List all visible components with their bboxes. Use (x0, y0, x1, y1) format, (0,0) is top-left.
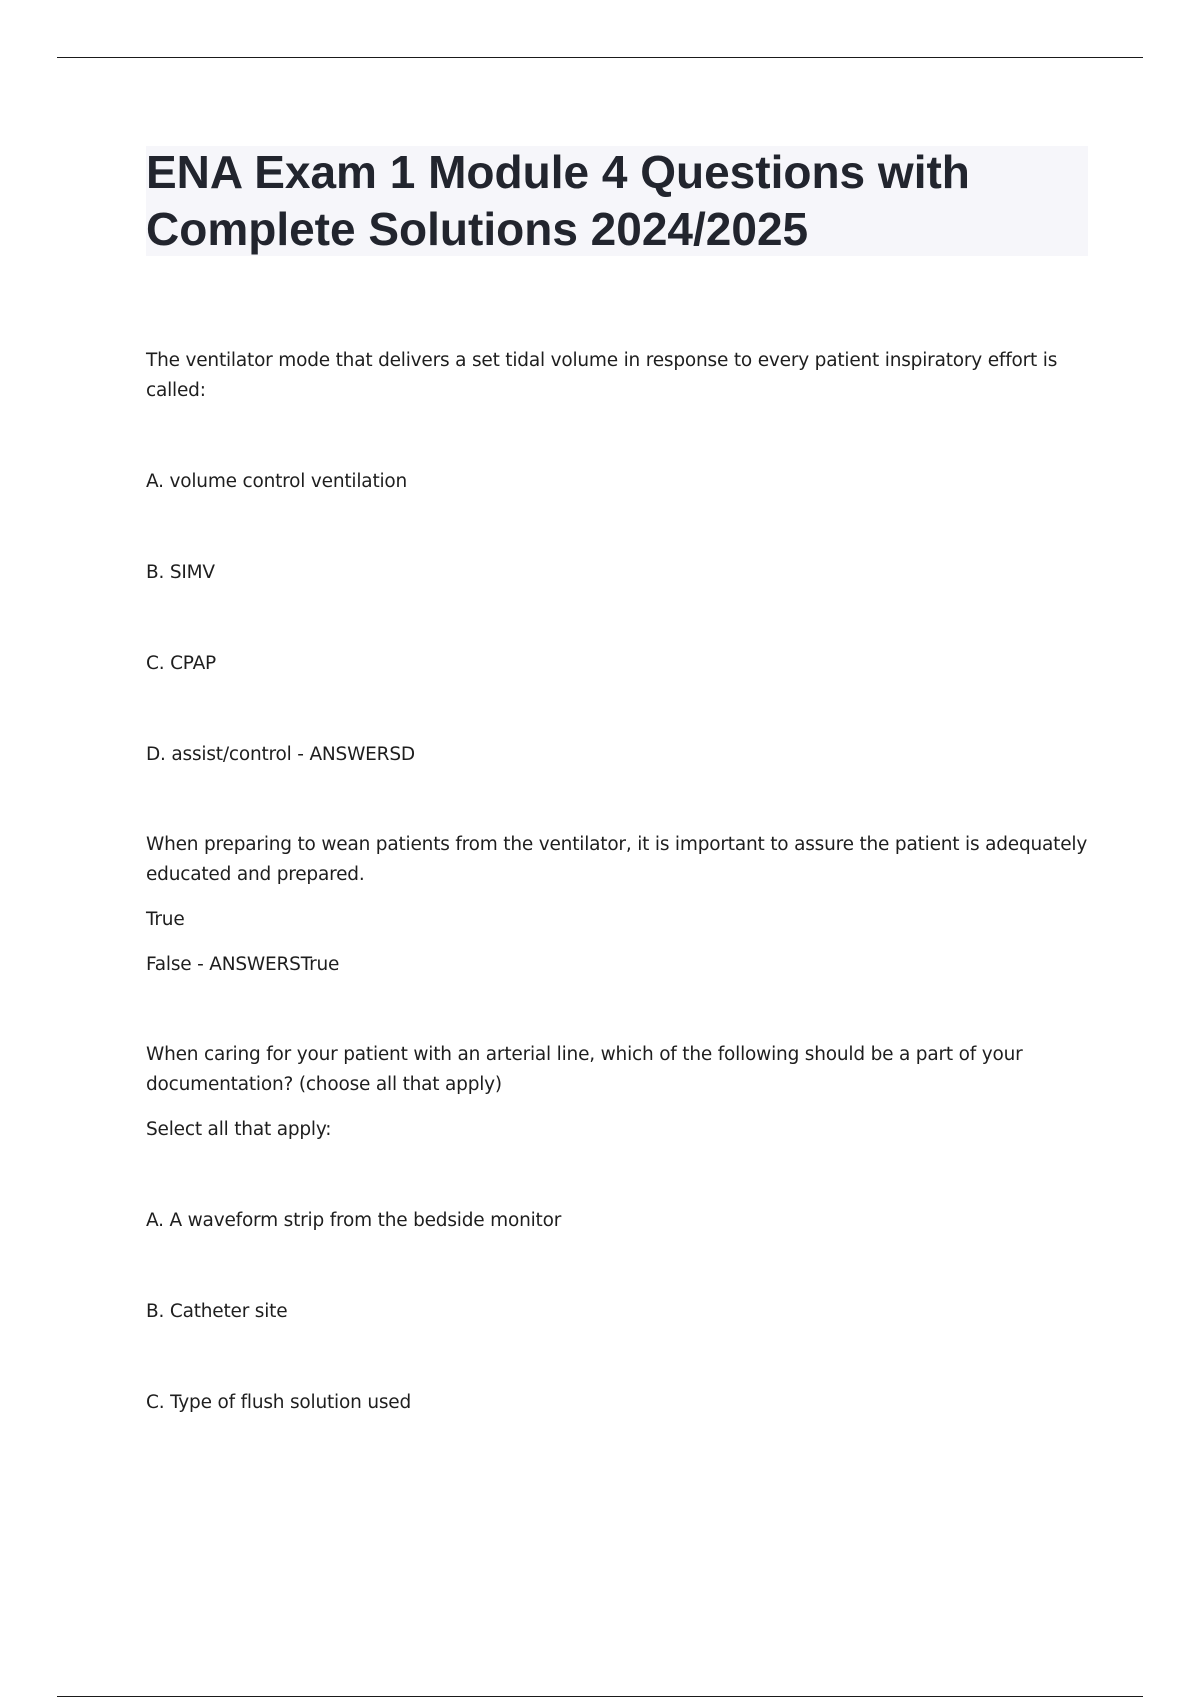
question-1-option-b: B. SIMV (146, 562, 215, 583)
question-3-option-c: C. Type of flush solution used (146, 1392, 412, 1413)
question-1-prompt: The ventilator mode that delivers a set tidal volume in response to every patient inspiratory effort is called: (146, 350, 1058, 401)
question-1-option-a: A. volume control ventilation (146, 471, 408, 492)
question-3-prompt: When caring for your patient with an arterial line, which of the following should be a part of your documentation? (choose all that apply) (146, 1044, 1023, 1095)
document-title: ENA Exam 1 Module 4 Questions with Complete Solutions 2024/2025 (146, 146, 970, 255)
bottom-rule (57, 1696, 1143, 1697)
question-3-option-a: A. A waveform strip from the bedside monitor (146, 1210, 562, 1231)
question-1-option-d: D. assist/control - ANSWERSD (146, 744, 415, 765)
question-3-option-b: B. Catheter site (146, 1301, 288, 1322)
question-2-prompt: When preparing to wean patients from the ventilator, it is important to assure the patient is adequately educated and prepared. (146, 834, 1088, 885)
top-rule (57, 57, 1143, 58)
question-2-option-false: False - ANSWERSTrue (146, 954, 340, 975)
question-2-option-true: True (146, 909, 185, 930)
question-3-instruction: Select all that apply: (146, 1119, 332, 1140)
question-1-option-c: C. CPAP (146, 653, 216, 674)
